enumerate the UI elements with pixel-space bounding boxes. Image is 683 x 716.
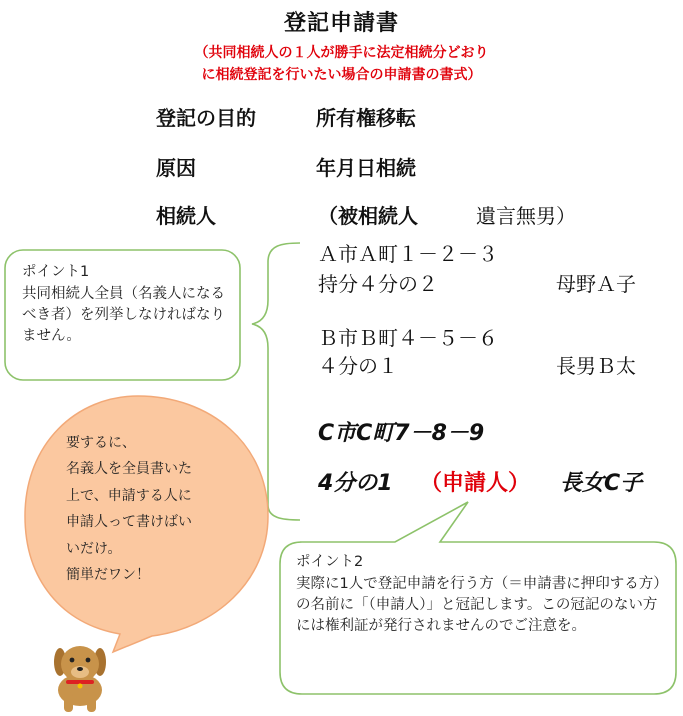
dog-speech-line-3: 上で、申請する人に bbox=[66, 488, 192, 504]
heir-3-applicant-mark: （申請人） bbox=[420, 471, 531, 496]
subtitle-line-1: （共同相続人の１人が勝手に法定相続分どおり bbox=[194, 45, 489, 61]
heir-1-address: Ａ市Ａ町１－２－３ bbox=[318, 242, 498, 266]
heir-label: 相続人 bbox=[156, 204, 216, 228]
heir-1-share: 持分４分の２ bbox=[318, 272, 438, 296]
cause-value: 年月日相続 bbox=[316, 156, 416, 180]
heir-2-name: 長男Ｂ太 bbox=[556, 354, 636, 378]
heir-3-address: C市C町7－8－9 bbox=[318, 421, 485, 446]
point1-body: 共同相続人全員（名義人になるべき者）を列挙しなければなりません。 bbox=[22, 286, 225, 344]
heir-3-share: 4分の1 bbox=[318, 471, 393, 496]
page-title: 登記申請書 bbox=[283, 11, 399, 36]
point2-title: ポイント2 bbox=[296, 554, 364, 570]
point2-body: 実際に1人で登記申請を行う方（＝申請書に押印する方）の名前に「（申請人）」と冠記します。この冠記のない方には権利証が発行されませんのでご注意を。 bbox=[296, 576, 661, 634]
point1-title: ポイント1 bbox=[22, 264, 90, 280]
dog-speech-line-1: 要するに、 bbox=[66, 435, 136, 451]
dog-speech-line-6: 簡単だワン！ bbox=[66, 567, 150, 583]
deceased-name: 遺言無男） bbox=[476, 204, 576, 228]
purpose-value: 所有権移転 bbox=[316, 106, 416, 130]
dog-icon bbox=[54, 646, 106, 712]
dog-speech-line-4: 申請人って書けばい bbox=[66, 514, 192, 530]
subtitle-line-2: に相続登記を行いたい場合の申請書の書式） bbox=[201, 67, 482, 83]
dog-speech-line-2: 名義人を全員書いた bbox=[66, 461, 192, 477]
dog-speech-line-5: いだけ。 bbox=[66, 541, 122, 557]
purpose-label: 登記の目的 bbox=[156, 106, 256, 130]
heir-2-address: Ｂ市Ｂ町４－５－６ bbox=[318, 326, 498, 350]
heir-1-name: 母野Ａ子 bbox=[556, 272, 636, 296]
deceased-label: （被相続人 bbox=[318, 204, 438, 228]
cause-label: 原因 bbox=[156, 156, 196, 180]
heir-3-name: 長女C子 bbox=[560, 471, 643, 496]
heir-2-share: ４分の１ bbox=[318, 354, 398, 378]
